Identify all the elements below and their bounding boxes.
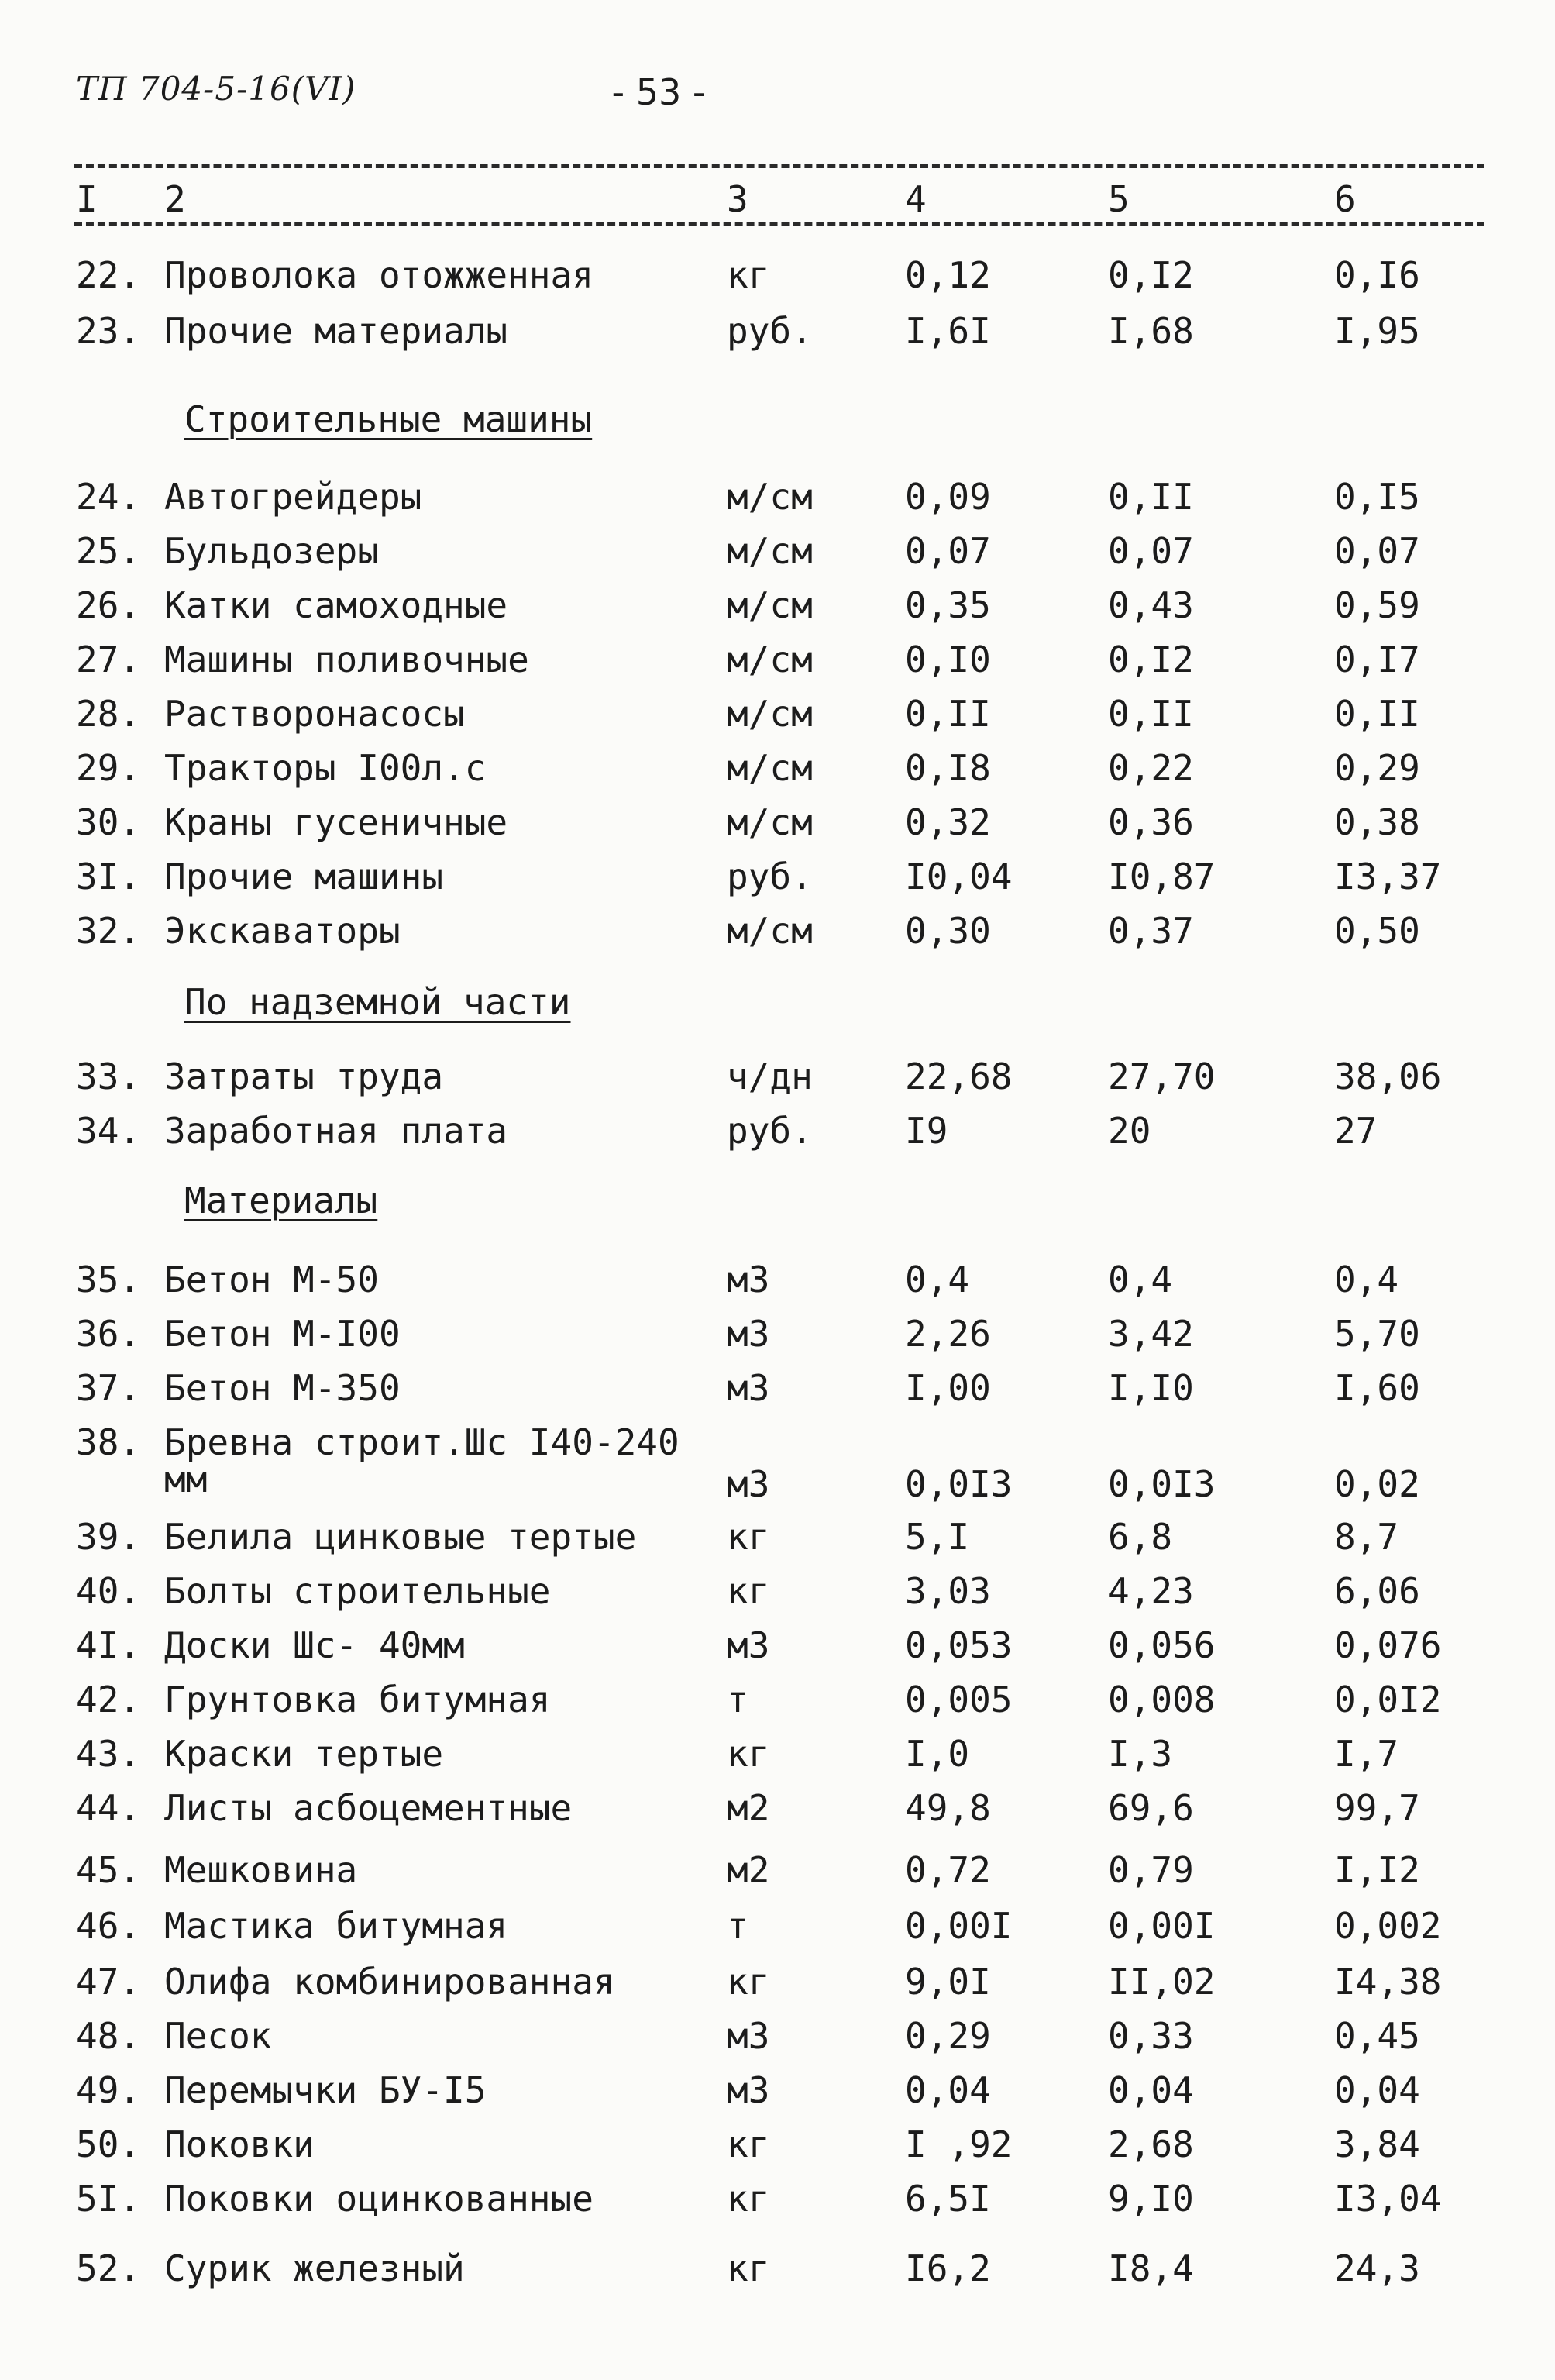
row-unit: м/см — [727, 584, 813, 626]
row-value-6: 8,7 — [1334, 1516, 1399, 1558]
row-unit: м/см — [727, 476, 813, 518]
row-number: 39. — [76, 1516, 141, 1558]
row-value-4: 2,26 — [905, 1313, 991, 1355]
row-value-6: 3,84 — [1334, 2123, 1420, 2165]
table-row — [0, 747, 1555, 797]
table-row — [0, 1961, 1555, 2010]
row-value-6: 0,59 — [1334, 584, 1420, 626]
section-heading-above-ground: По надземной части — [184, 981, 571, 1023]
row-unit: м/см — [727, 639, 813, 680]
row-value-5: 3,42 — [1108, 1313, 1194, 1355]
row-name: Мешковина — [164, 1849, 358, 1891]
row-value-5: 0,79 — [1108, 1849, 1194, 1891]
column-header-1: I — [76, 178, 98, 220]
row-value-6: 0,002 — [1334, 1905, 1442, 1947]
row-value-4: I,0 — [905, 1733, 970, 1775]
row-number: 40. — [76, 1570, 141, 1612]
row-value-5: 0,0I3 — [1108, 1463, 1216, 1505]
row-value-5: I8,4 — [1108, 2247, 1194, 2289]
row-unit: м3 — [727, 1463, 770, 1505]
row-value-4: 0,32 — [905, 801, 991, 843]
row-name: Бетон М-350 — [164, 1367, 401, 1409]
row-value-6: 0,I7 — [1334, 639, 1420, 680]
row-value-6: 6,06 — [1334, 1570, 1420, 1612]
table-row — [0, 693, 1555, 742]
row-number: 29. — [76, 747, 141, 789]
row-value-6: 0,29 — [1334, 747, 1420, 789]
row-value-4: I,00 — [905, 1367, 991, 1409]
row-value-4: 0,30 — [905, 910, 991, 952]
row-name: Прочие материалы — [164, 310, 508, 352]
row-name: Мастика битумная — [164, 1905, 508, 1947]
row-value-6: 0,38 — [1334, 801, 1420, 843]
row-number: 42. — [76, 1679, 141, 1720]
row-value-5: 0,33 — [1108, 2015, 1194, 2057]
row-value-6: 5,70 — [1334, 1313, 1420, 1355]
row-value-5: I,68 — [1108, 310, 1194, 352]
row-number: 34. — [76, 1110, 141, 1152]
row-unit: м/см — [727, 530, 813, 572]
table-row — [0, 1905, 1555, 1955]
row-number: 43. — [76, 1733, 141, 1775]
table-row — [0, 856, 1555, 905]
row-name: Экскаваторы — [164, 910, 401, 952]
table-row — [0, 1110, 1555, 1159]
row-unit: м2 — [727, 1849, 770, 1891]
row-value-5: 0,37 — [1108, 910, 1194, 952]
row-name: Перемычки БУ-I5 — [164, 2069, 487, 2111]
table-row — [0, 2015, 1555, 2065]
table-row — [0, 2247, 1555, 2297]
row-unit: руб. — [727, 856, 813, 897]
row-value-4: 0,053 — [905, 1624, 1013, 1666]
row-number: 27. — [76, 639, 141, 680]
row-unit: кг — [727, 254, 770, 296]
table-row — [0, 2123, 1555, 2173]
table-row — [0, 1367, 1555, 1417]
row-value-6: 99,7 — [1334, 1787, 1420, 1829]
row-name: Поковки оцинкованные — [164, 2178, 593, 2220]
row-value-6: 0,07 — [1334, 530, 1420, 572]
column-header-3: 3 — [727, 178, 748, 220]
table-row — [0, 1679, 1555, 1728]
row-value-6: 27 — [1334, 1110, 1378, 1152]
row-value-5: 0,04 — [1108, 2069, 1194, 2111]
row-value-4: 49,8 — [905, 1787, 991, 1829]
row-value-5: I0,87 — [1108, 856, 1216, 897]
row-name: Поковки — [164, 2123, 315, 2165]
row-unit: м2 — [727, 1787, 770, 1829]
document-code: ТП 704-5-16(VI) — [76, 70, 356, 108]
row-value-6: 38,06 — [1334, 1056, 1442, 1097]
row-name: Бульдозеры — [164, 530, 379, 572]
row-number: 52. — [76, 2247, 141, 2289]
row-value-5: 27,70 — [1108, 1056, 1216, 1097]
row-value-5: 0,II — [1108, 476, 1194, 518]
row-unit: т — [727, 1679, 748, 1720]
row-unit: кг — [727, 2178, 770, 2220]
row-name: Краны гусеничные — [164, 801, 508, 843]
row-value-6: 0,45 — [1334, 2015, 1420, 2057]
table-row — [0, 1849, 1555, 1899]
row-unit: м/см — [727, 693, 813, 735]
row-value-4: I0,04 — [905, 856, 1013, 897]
row-unit: ч/дн — [727, 1056, 813, 1097]
row-value-5: 20 — [1108, 1110, 1151, 1152]
table-row — [0, 1313, 1555, 1362]
page-number: - 53 - — [611, 71, 706, 113]
row-unit: м3 — [727, 1624, 770, 1666]
row-value-5: 0,07 — [1108, 530, 1194, 572]
row-name: Песок — [164, 2015, 272, 2057]
table-row — [0, 1787, 1555, 1837]
row-number: 4I. — [76, 1624, 141, 1666]
row-number: 32. — [76, 910, 141, 952]
row-value-4: I,6I — [905, 310, 991, 352]
row-name: Машины поливочные — [164, 639, 529, 680]
row-unit: т — [727, 1905, 748, 1947]
table-row — [0, 1056, 1555, 1105]
row-unit: м3 — [727, 2069, 770, 2111]
column-header-4: 4 — [905, 178, 927, 220]
row-value-4: 0,0I3 — [905, 1463, 1013, 1505]
column-header-2: 2 — [164, 178, 186, 220]
row-value-4: 3,03 — [905, 1570, 991, 1612]
row-name: Белила цинковые тертые — [164, 1516, 637, 1558]
table-row — [0, 310, 1555, 360]
row-value-6: I3,04 — [1334, 2178, 1442, 2220]
row-value-6: 0,4 — [1334, 1259, 1399, 1300]
row-unit: руб. — [727, 310, 813, 352]
row-number: 37. — [76, 1367, 141, 1409]
row-value-5: 2,68 — [1108, 2123, 1194, 2165]
row-value-4: 0,04 — [905, 2069, 991, 2111]
row-value-6: 0,04 — [1334, 2069, 1420, 2111]
row-value-4: 22,68 — [905, 1056, 1013, 1097]
row-value-6: I,I2 — [1334, 1849, 1420, 1891]
row-unit: кг — [727, 1733, 770, 1775]
row-value-5: 0,00I — [1108, 1905, 1216, 1947]
row-name: Тракторы I00л.с — [164, 747, 487, 789]
table-row — [0, 639, 1555, 688]
row-name: Автогрейдеры — [164, 476, 422, 518]
table-top-rule — [74, 164, 1484, 168]
row-value-6: I,95 — [1334, 310, 1420, 352]
row-value-5: 0,4 — [1108, 1259, 1173, 1300]
row-number: 22. — [76, 254, 141, 296]
row-unit: кг — [727, 1516, 770, 1558]
row-name: Бетон М-50 — [164, 1259, 379, 1300]
row-value-4: 0,07 — [905, 530, 991, 572]
row-value-4: 5,I — [905, 1516, 970, 1558]
table-row — [0, 1259, 1555, 1308]
row-value-4: 0,00I — [905, 1905, 1013, 1947]
row-name: Растворонасосы — [164, 693, 465, 735]
row-unit: м3 — [727, 1313, 770, 1355]
row-number: 25. — [76, 530, 141, 572]
section-heading-machines: Строительные машины — [184, 398, 593, 440]
row-unit: м/см — [727, 801, 813, 843]
row-value-6: I4,38 — [1334, 1961, 1442, 2003]
table-row — [0, 530, 1555, 580]
table-row — [0, 476, 1555, 525]
row-value-5: 0,43 — [1108, 584, 1194, 626]
row-value-6: I,60 — [1334, 1367, 1420, 1409]
row-value-4: 0,35 — [905, 584, 991, 626]
row-name: Грунтовка битумная — [164, 1679, 551, 1720]
table-row — [0, 2069, 1555, 2119]
row-name-continuation: мм — [164, 1459, 208, 1500]
row-value-5: 0,36 — [1108, 801, 1194, 843]
row-unit: кг — [727, 1961, 770, 2003]
row-value-5: 0,22 — [1108, 747, 1194, 789]
row-name: Болты строительные — [164, 1570, 551, 1612]
table-row — [0, 1624, 1555, 1674]
row-unit: м/см — [727, 910, 813, 952]
row-value-4: 0,005 — [905, 1679, 1013, 1720]
row-unit: м3 — [727, 1367, 770, 1409]
row-unit: м/см — [727, 747, 813, 789]
row-value-4: 9,0I — [905, 1961, 991, 2003]
row-number: 44. — [76, 1787, 141, 1829]
row-number: 3I. — [76, 856, 141, 897]
table-row — [0, 910, 1555, 959]
table-row — [0, 254, 1555, 304]
row-number: 24. — [76, 476, 141, 518]
row-name: Сурик железный — [164, 2247, 465, 2289]
row-value-5: I,3 — [1108, 1733, 1173, 1775]
row-number: 38. — [76, 1421, 141, 1463]
row-value-5: 0,056 — [1108, 1624, 1216, 1666]
row-number: 35. — [76, 1259, 141, 1300]
table-row — [0, 801, 1555, 851]
row-value-5: 0,I2 — [1108, 254, 1194, 296]
row-unit: руб. — [727, 1110, 813, 1152]
row-value-4: 0,09 — [905, 476, 991, 518]
table-row — [0, 584, 1555, 634]
row-value-4: 0,II — [905, 693, 991, 735]
row-value-5: I,I0 — [1108, 1367, 1194, 1409]
row-name: Катки самоходные — [164, 584, 508, 626]
row-number: 47. — [76, 1961, 141, 2003]
row-unit: м3 — [727, 2015, 770, 2057]
row-number: 23. — [76, 310, 141, 352]
row-value-5: 6,8 — [1108, 1516, 1173, 1558]
row-value-5: II,02 — [1108, 1961, 1216, 2003]
table-row — [0, 1570, 1555, 1620]
row-value-6: 0,0I2 — [1334, 1679, 1442, 1720]
row-value-6: 0,I5 — [1334, 476, 1420, 518]
row-value-4: I9 — [905, 1110, 948, 1152]
row-value-6: 0,02 — [1334, 1463, 1420, 1505]
table-header-rule — [74, 222, 1484, 226]
row-value-4: 0,29 — [905, 2015, 991, 2057]
column-header-5: 5 — [1108, 178, 1130, 220]
row-name: Проволока отожженная — [164, 254, 593, 296]
row-number: 30. — [76, 801, 141, 843]
row-name: Прочие машины — [164, 856, 444, 897]
row-name: Доски Шс- 40мм — [164, 1624, 465, 1666]
row-value-6: 0,I6 — [1334, 254, 1420, 296]
row-unit: кг — [727, 2123, 770, 2165]
row-name: Краски тертые — [164, 1733, 444, 1775]
row-name: Листы асбоцементные — [164, 1787, 573, 1829]
row-value-4: 0,4 — [905, 1259, 970, 1300]
row-number: 26. — [76, 584, 141, 626]
row-value-6: 0,II — [1334, 693, 1420, 735]
row-number: 45. — [76, 1849, 141, 1891]
row-name: Бетон М-I00 — [164, 1313, 401, 1355]
row-value-4: 0,I0 — [905, 639, 991, 680]
row-value-4: I6,2 — [905, 2247, 991, 2289]
row-value-6: I3,37 — [1334, 856, 1442, 897]
row-value-6: 0,50 — [1334, 910, 1420, 952]
row-number: 48. — [76, 2015, 141, 2057]
row-value-5: 4,23 — [1108, 1570, 1194, 1612]
row-unit: м3 — [727, 1259, 770, 1300]
row-unit: кг — [727, 1570, 770, 1612]
row-number: 33. — [76, 1056, 141, 1097]
table-row — [0, 1421, 1555, 1507]
row-number: 46. — [76, 1905, 141, 1947]
row-value-4: 6,5I — [905, 2178, 991, 2220]
row-number: 36. — [76, 1313, 141, 1355]
table-row — [0, 1733, 1555, 1782]
row-value-6: 0,076 — [1334, 1624, 1442, 1666]
row-number: 28. — [76, 693, 141, 735]
row-value-5: 69,6 — [1108, 1787, 1194, 1829]
row-value-4: 0,12 — [905, 254, 991, 296]
table-row — [0, 2178, 1555, 2227]
row-value-4: 0,I8 — [905, 747, 991, 789]
row-name: Затраты труда — [164, 1056, 444, 1097]
row-value-5: 0,I2 — [1108, 639, 1194, 680]
row-name: Заработная плата — [164, 1110, 508, 1152]
row-value-5: 0,008 — [1108, 1679, 1216, 1720]
row-name: Бревна строит.Шс I40-240 — [164, 1421, 679, 1463]
row-value-6: 24,3 — [1334, 2247, 1420, 2289]
row-number: 50. — [76, 2123, 141, 2165]
row-value-4: I ,92 — [905, 2123, 1013, 2165]
row-value-5: 9,I0 — [1108, 2178, 1194, 2220]
section-heading-materials: Материалы — [184, 1180, 378, 1221]
row-number: 5I. — [76, 2178, 141, 2220]
row-name: Олифа комбинированная — [164, 1961, 615, 2003]
row-unit: кг — [727, 2247, 770, 2289]
row-number: 49. — [76, 2069, 141, 2111]
row-value-5: 0,II — [1108, 693, 1194, 735]
column-header-6: 6 — [1334, 178, 1356, 220]
row-value-4: 0,72 — [905, 1849, 991, 1891]
table-row — [0, 1516, 1555, 1565]
row-value-6: I,7 — [1334, 1733, 1399, 1775]
